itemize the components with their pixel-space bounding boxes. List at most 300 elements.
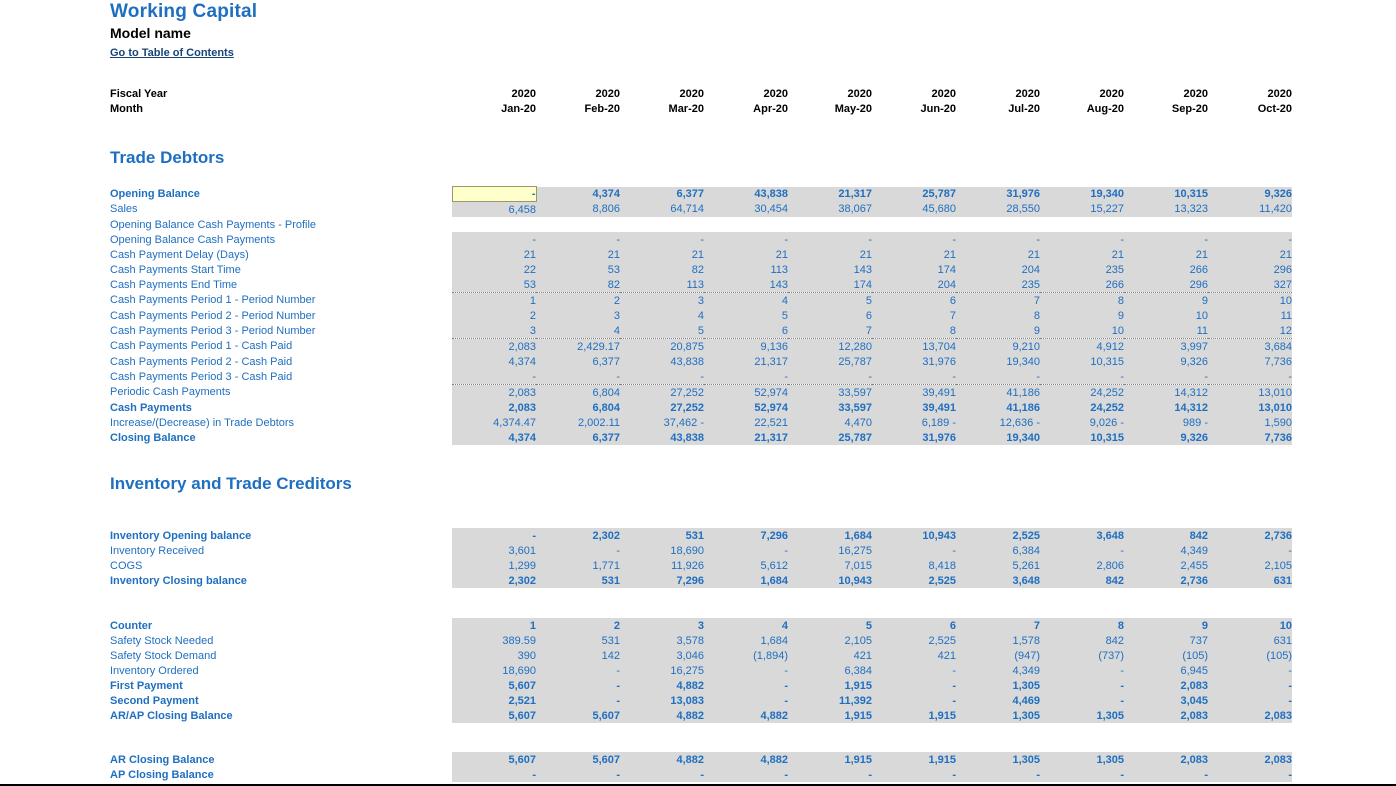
value-cell[interactable]: 13,323 xyxy=(1124,202,1208,218)
value-cell[interactable]: 2,302 xyxy=(452,573,536,588)
value-cell[interactable]: 7 xyxy=(956,293,1040,309)
value-cell[interactable]: 7 xyxy=(788,323,872,339)
value-cell[interactable]: 296 xyxy=(1124,277,1208,293)
value-cell[interactable]: 1,684 xyxy=(704,573,788,588)
value-cell[interactable]: 5,607 xyxy=(536,708,620,723)
value-cell[interactable]: 33,597 xyxy=(788,385,872,401)
value-cell[interactable]: 1,299 xyxy=(452,558,536,573)
value-cell[interactable]: - xyxy=(620,232,704,247)
value-cell[interactable]: - xyxy=(704,693,788,708)
value-cell[interactable]: 1,915 xyxy=(872,752,956,767)
value-cell[interactable]: 1,771 xyxy=(536,558,620,573)
value-cell[interactable]: 5,607 xyxy=(452,752,536,767)
value-cell[interactable]: 4 xyxy=(704,618,788,633)
value-cell[interactable] xyxy=(788,217,872,232)
value-cell[interactable]: 3,648 xyxy=(956,573,1040,588)
value-cell[interactable]: 82 xyxy=(536,277,620,293)
value-cell[interactable]: 1,578 xyxy=(956,633,1040,648)
value-cell[interactable]: 421 xyxy=(872,648,956,663)
value-cell[interactable]: 64,714 xyxy=(620,202,704,218)
value-cell[interactable]: 174 xyxy=(872,262,956,277)
value-cell[interactable]: 82 xyxy=(620,262,704,277)
value-cell[interactable]: - xyxy=(1208,693,1292,708)
value-cell[interactable]: 21 xyxy=(704,247,788,262)
value-cell[interactable]: 31,976 xyxy=(872,430,956,445)
value-cell[interactable]: 22,521 xyxy=(704,415,788,430)
value-cell[interactable]: 4 xyxy=(536,323,620,339)
value-cell[interactable]: 28,550 xyxy=(956,202,1040,218)
value-cell[interactable]: 27,252 xyxy=(620,400,704,415)
value-cell[interactable]: 2,525 xyxy=(872,573,956,588)
value-cell[interactable]: 21 xyxy=(872,247,956,262)
value-cell[interactable]: 4,374 xyxy=(452,354,536,369)
value-cell[interactable]: - xyxy=(1040,543,1124,558)
value-cell[interactable]: 2,105 xyxy=(788,633,872,648)
value-cell[interactable]: 9 xyxy=(1124,293,1208,309)
value-cell[interactable]: 266 xyxy=(1040,277,1124,293)
value-cell[interactable]: 1,915 xyxy=(872,708,956,723)
value-cell[interactable]: 14,312 xyxy=(1124,385,1208,401)
value-cell[interactable]: (105) xyxy=(1124,648,1208,663)
value-cell[interactable]: 2,083 xyxy=(1208,752,1292,767)
value-cell[interactable]: 6,804 xyxy=(536,400,620,415)
value-cell[interactable]: 3,045 xyxy=(1124,693,1208,708)
value-cell[interactable]: 10,943 xyxy=(788,573,872,588)
value-cell[interactable]: 842 xyxy=(1040,573,1124,588)
value-cell[interactable]: 11 xyxy=(1208,308,1292,323)
value-cell[interactable]: 296 xyxy=(1208,262,1292,277)
value-cell[interactable]: 6,377 xyxy=(536,430,620,445)
value-cell[interactable]: 3,648 xyxy=(1040,528,1124,543)
value-cell[interactable]: - xyxy=(872,767,956,782)
value-cell[interactable] xyxy=(956,217,1040,232)
value-cell[interactable]: 41,186 xyxy=(956,385,1040,401)
value-cell[interactable]: 13,704 xyxy=(872,339,956,355)
value-cell[interactable]: 25,787 xyxy=(788,354,872,369)
value-cell[interactable]: 1 xyxy=(452,293,536,309)
value-cell[interactable]: 1,305 xyxy=(1040,708,1124,723)
value-cell[interactable]: 10 xyxy=(1208,618,1292,633)
value-cell[interactable]: 1,684 xyxy=(704,633,788,648)
value-cell[interactable]: 7,296 xyxy=(620,573,704,588)
value-cell[interactable]: 4,882 xyxy=(620,752,704,767)
value-cell[interactable]: 4,912 xyxy=(1040,339,1124,355)
value-cell[interactable]: - xyxy=(1208,232,1292,247)
value-cell[interactable]: 9,210 xyxy=(956,339,1040,355)
value-cell[interactable]: 3 xyxy=(620,618,704,633)
value-cell[interactable]: 20,875 xyxy=(620,339,704,355)
value-cell[interactable]: 19,340 xyxy=(1040,187,1124,202)
value-cell[interactable] xyxy=(704,217,788,232)
value-cell[interactable]: - xyxy=(788,232,872,247)
value-cell[interactable]: - xyxy=(1208,678,1292,693)
value-cell[interactable]: 389.59 xyxy=(452,633,536,648)
value-cell[interactable]: 18,690 xyxy=(452,663,536,678)
value-cell[interactable]: (737) xyxy=(1040,648,1124,663)
value-cell[interactable]: - xyxy=(452,232,536,247)
value-cell[interactable]: 1,915 xyxy=(788,752,872,767)
value-cell[interactable]: 16,275 xyxy=(788,543,872,558)
value-cell[interactable]: 2,083 xyxy=(1124,678,1208,693)
value-cell[interactable]: - xyxy=(1208,767,1292,782)
value-cell[interactable]: 37,462 - xyxy=(620,415,704,430)
value-cell[interactable]: 143 xyxy=(788,262,872,277)
value-cell[interactable]: - xyxy=(1040,693,1124,708)
value-cell[interactable]: 421 xyxy=(788,648,872,663)
value-cell[interactable]: - xyxy=(536,678,620,693)
value-cell[interactable]: 12,636 - xyxy=(956,415,1040,430)
value-cell[interactable]: 25,787 xyxy=(872,187,956,202)
value-cell[interactable]: - xyxy=(1040,678,1124,693)
value-cell[interactable]: - xyxy=(452,767,536,782)
value-cell[interactable]: - xyxy=(704,678,788,693)
value-cell[interactable]: 9 xyxy=(956,323,1040,339)
value-cell[interactable]: 3 xyxy=(452,323,536,339)
value-cell[interactable]: 21,317 xyxy=(704,354,788,369)
value-cell[interactable]: 4,882 xyxy=(704,752,788,767)
value-cell[interactable]: 10 xyxy=(1208,293,1292,309)
value-cell[interactable]: 41,186 xyxy=(956,400,1040,415)
value-cell[interactable]: 43,838 xyxy=(620,430,704,445)
value-cell[interactable]: - xyxy=(620,369,704,385)
value-cell[interactable]: 52,974 xyxy=(704,400,788,415)
value-cell[interactable]: 2,083 xyxy=(1124,752,1208,767)
value-cell[interactable]: - xyxy=(872,543,956,558)
table-of-contents-link[interactable]: Go to Table of Contents xyxy=(110,47,234,59)
value-cell[interactable]: 10,315 xyxy=(1040,430,1124,445)
value-cell[interactable]: 9,326 xyxy=(1208,187,1292,202)
value-cell[interactable]: - xyxy=(704,369,788,385)
value-cell[interactable]: - xyxy=(872,678,956,693)
value-cell[interactable]: 235 xyxy=(1040,262,1124,277)
value-cell[interactable]: 5,261 xyxy=(956,558,1040,573)
value-cell[interactable]: - xyxy=(956,767,1040,782)
value-cell[interactable]: 6,804 xyxy=(536,385,620,401)
value-cell[interactable]: 3 xyxy=(620,293,704,309)
value-cell[interactable]: 8 xyxy=(872,323,956,339)
value-cell[interactable]: 1,305 xyxy=(956,752,1040,767)
value-cell[interactable]: 6,384 xyxy=(956,543,1040,558)
value-cell[interactable]: 7,736 xyxy=(1208,430,1292,445)
value-cell[interactable]: 2,083 xyxy=(452,400,536,415)
value-cell[interactable]: 11,926 xyxy=(620,558,704,573)
value-cell[interactable]: (105) xyxy=(1208,648,1292,663)
value-cell[interactable]: 174 xyxy=(788,277,872,293)
value-cell[interactable]: 21,317 xyxy=(788,187,872,202)
value-cell[interactable]: 19,340 xyxy=(956,430,1040,445)
value-cell[interactable]: 6 xyxy=(872,293,956,309)
value-cell[interactable]: 9,136 xyxy=(704,339,788,355)
value-cell[interactable]: 5,607 xyxy=(452,708,536,723)
value-cell[interactable]: - xyxy=(1208,369,1292,385)
value-cell[interactable]: 21 xyxy=(1124,247,1208,262)
value-cell[interactable]: - xyxy=(956,369,1040,385)
value-cell[interactable]: 3,601 xyxy=(452,543,536,558)
value-cell[interactable] xyxy=(1124,217,1208,232)
value-cell[interactable]: 8 xyxy=(1040,618,1124,633)
value-cell[interactable]: 4,349 xyxy=(1124,543,1208,558)
value-cell[interactable]: 2,002.11 xyxy=(536,415,620,430)
value-cell[interactable]: - xyxy=(1040,663,1124,678)
value-cell[interactable]: - xyxy=(536,232,620,247)
value-cell[interactable]: 6,189 - xyxy=(872,415,956,430)
value-cell[interactable]: 13,010 xyxy=(1208,400,1292,415)
value-cell[interactable]: 4 xyxy=(704,293,788,309)
value-cell[interactable]: 531 xyxy=(536,633,620,648)
value-cell[interactable]: 8 xyxy=(1040,293,1124,309)
value-cell[interactable]: 631 xyxy=(1208,633,1292,648)
value-cell[interactable]: 2 xyxy=(452,308,536,323)
value-cell[interactable]: 2,521 xyxy=(452,693,536,708)
value-cell[interactable]: 235 xyxy=(956,277,1040,293)
value-cell[interactable] xyxy=(1040,217,1124,232)
value-cell[interactable]: 21 xyxy=(1040,247,1124,262)
value-cell[interactable]: - xyxy=(452,528,536,543)
value-cell[interactable]: 7,015 xyxy=(788,558,872,573)
value-cell[interactable]: 6 xyxy=(872,618,956,633)
value-cell[interactable]: 3,046 xyxy=(620,648,704,663)
value-cell[interactable]: 2,302 xyxy=(536,528,620,543)
value-cell[interactable]: 9,326 xyxy=(1124,430,1208,445)
value-cell[interactable]: 9 xyxy=(1040,308,1124,323)
value-cell[interactable]: 4,374.47 xyxy=(452,415,536,430)
value-cell[interactable]: - xyxy=(872,693,956,708)
value-cell[interactable]: - xyxy=(956,232,1040,247)
value-cell[interactable]: 3,684 xyxy=(1208,339,1292,355)
value-cell[interactable]: 2,736 xyxy=(1124,573,1208,588)
value-cell[interactable]: 43,838 xyxy=(620,354,704,369)
value-cell[interactable]: 7 xyxy=(872,308,956,323)
value-cell[interactable]: 25,787 xyxy=(788,430,872,445)
value-cell[interactable]: 2,525 xyxy=(872,633,956,648)
value-cell[interactable]: 737 xyxy=(1124,633,1208,648)
value-cell[interactable]: 24,252 xyxy=(1040,400,1124,415)
value-cell[interactable]: 1,305 xyxy=(956,708,1040,723)
value-cell[interactable]: 4,882 xyxy=(704,708,788,723)
value-cell[interactable]: 38,067 xyxy=(788,202,872,218)
value-cell[interactable]: - xyxy=(536,543,620,558)
value-cell[interactable]: 18,690 xyxy=(620,543,704,558)
value-cell[interactable]: 5 xyxy=(620,323,704,339)
value-cell[interactable]: - xyxy=(1124,767,1208,782)
value-cell[interactable]: 45,680 xyxy=(872,202,956,218)
value-cell[interactable]: - xyxy=(1040,767,1124,782)
value-cell[interactable]: 3,578 xyxy=(620,633,704,648)
value-cell[interactable]: - xyxy=(620,767,704,782)
value-cell[interactable]: 11,420 xyxy=(1208,202,1292,218)
value-cell[interactable]: 631 xyxy=(1208,573,1292,588)
value-cell[interactable]: 21,317 xyxy=(704,430,788,445)
value-cell[interactable]: (1,894) xyxy=(704,648,788,663)
value-cell[interactable]: - xyxy=(704,232,788,247)
value-cell[interactable]: 2 xyxy=(536,293,620,309)
value-cell[interactable]: 2,083 xyxy=(452,385,536,401)
value-cell[interactable]: - xyxy=(788,369,872,385)
value-cell[interactable]: 52,974 xyxy=(704,385,788,401)
value-cell[interactable]: 6 xyxy=(704,323,788,339)
value-cell[interactable]: 12 xyxy=(1208,323,1292,339)
value-cell[interactable]: 13,083 xyxy=(620,693,704,708)
value-cell[interactable]: 21 xyxy=(536,247,620,262)
value-cell[interactable]: 1,305 xyxy=(1040,752,1124,767)
value-cell[interactable]: 24,252 xyxy=(1040,385,1124,401)
value-cell[interactable]: - xyxy=(872,232,956,247)
value-cell[interactable]: 266 xyxy=(1124,262,1208,277)
value-cell[interactable]: 7 xyxy=(956,618,1040,633)
value-cell[interactable]: - xyxy=(536,767,620,782)
value-cell[interactable] xyxy=(872,217,956,232)
value-cell[interactable]: - xyxy=(536,693,620,708)
value-cell[interactable]: 13,010 xyxy=(1208,385,1292,401)
value-cell[interactable]: 3 xyxy=(536,308,620,323)
value-cell[interactable]: 4,374 xyxy=(452,430,536,445)
value-cell[interactable]: 22 xyxy=(452,262,536,277)
value-cell[interactable]: 31,976 xyxy=(872,354,956,369)
value-cell[interactable]: 4,349 xyxy=(956,663,1040,678)
value-cell[interactable]: - xyxy=(1040,232,1124,247)
value-cell[interactable]: - xyxy=(872,663,956,678)
value-cell[interactable]: 204 xyxy=(872,277,956,293)
value-cell[interactable]: - xyxy=(704,663,788,678)
value-cell[interactable]: 53 xyxy=(536,262,620,277)
value-cell[interactable]: - xyxy=(1124,369,1208,385)
value-cell[interactable]: 21 xyxy=(620,247,704,262)
value-cell[interactable]: 10 xyxy=(1124,308,1208,323)
value-cell[interactable]: 43,838 xyxy=(704,187,788,202)
value-cell[interactable]: 327 xyxy=(1208,277,1292,293)
value-cell[interactable]: - xyxy=(1208,543,1292,558)
value-cell[interactable]: 842 xyxy=(1124,528,1208,543)
value-cell[interactable]: 2,083 xyxy=(1124,708,1208,723)
value-cell[interactable]: 10 xyxy=(1040,323,1124,339)
value-cell[interactable]: 53 xyxy=(452,277,536,293)
value-cell[interactable]: 113 xyxy=(620,277,704,293)
value-cell[interactable]: 2,105 xyxy=(1208,558,1292,573)
value-cell[interactable]: - xyxy=(704,543,788,558)
value-cell[interactable]: 1,915 xyxy=(788,678,872,693)
value-cell[interactable]: 1 xyxy=(452,618,536,633)
value-cell[interactable]: 4,470 xyxy=(788,415,872,430)
value-cell[interactable]: 989 - xyxy=(1124,415,1208,430)
value-cell[interactable]: 21 xyxy=(956,247,1040,262)
value-cell[interactable]: 6 xyxy=(788,308,872,323)
value-cell[interactable]: 10,315 xyxy=(1124,187,1208,202)
value-cell[interactable]: - xyxy=(536,369,620,385)
value-cell[interactable]: 11 xyxy=(1124,323,1208,339)
value-cell[interactable]: 5 xyxy=(788,293,872,309)
value-cell[interactable]: 11,392 xyxy=(788,693,872,708)
value-cell[interactable]: 15,227 xyxy=(1040,202,1124,218)
value-cell[interactable]: 2,455 xyxy=(1124,558,1208,573)
value-cell[interactable]: 113 xyxy=(704,262,788,277)
value-cell[interactable]: 842 xyxy=(1040,633,1124,648)
value-cell[interactable]: 39,491 xyxy=(872,385,956,401)
value-cell[interactable]: 4,374 xyxy=(536,187,620,202)
value-cell[interactable]: 7,296 xyxy=(704,528,788,543)
value-cell[interactable]: 5,612 xyxy=(704,558,788,573)
value-cell[interactable]: - xyxy=(788,767,872,782)
value-cell[interactable]: 9,326 xyxy=(1124,354,1208,369)
value-cell[interactable] xyxy=(452,217,536,232)
value-cell[interactable]: 12,280 xyxy=(788,339,872,355)
value-cell[interactable]: - xyxy=(452,187,536,202)
value-cell[interactable]: 27,252 xyxy=(620,385,704,401)
value-cell[interactable]: 10,315 xyxy=(1040,354,1124,369)
value-cell[interactable]: 2,736 xyxy=(1208,528,1292,543)
value-cell[interactable]: - xyxy=(704,767,788,782)
value-cell[interactable]: 6,945 xyxy=(1124,663,1208,678)
value-cell[interactable]: (947) xyxy=(956,648,1040,663)
value-cell[interactable]: 5 xyxy=(788,618,872,633)
value-cell[interactable] xyxy=(1208,217,1292,232)
value-cell[interactable]: 2,806 xyxy=(1040,558,1124,573)
value-cell[interactable]: 6,384 xyxy=(788,663,872,678)
value-cell[interactable]: 19,340 xyxy=(956,354,1040,369)
value-cell[interactable]: 39,491 xyxy=(872,400,956,415)
value-cell[interactable]: 8,806 xyxy=(536,202,620,218)
value-cell[interactable]: 16,275 xyxy=(620,663,704,678)
value-cell[interactable]: 31,976 xyxy=(956,187,1040,202)
value-cell[interactable]: 5,607 xyxy=(452,678,536,693)
value-cell[interactable]: 5 xyxy=(704,308,788,323)
value-cell[interactable]: 14,312 xyxy=(1124,400,1208,415)
value-cell[interactable]: 1,915 xyxy=(788,708,872,723)
value-cell[interactable]: 4,469 xyxy=(956,693,1040,708)
value-cell[interactable]: - xyxy=(1040,369,1124,385)
value-cell[interactable]: 6,377 xyxy=(620,187,704,202)
value-cell[interactable]: - xyxy=(536,663,620,678)
value-cell[interactable]: 5,607 xyxy=(536,752,620,767)
value-cell[interactable]: - xyxy=(872,369,956,385)
value-cell[interactable]: 2 xyxy=(536,618,620,633)
value-cell[interactable]: - xyxy=(452,369,536,385)
value-cell[interactable]: 7,736 xyxy=(1208,354,1292,369)
value-cell[interactable]: 1,590 xyxy=(1208,415,1292,430)
value-cell[interactable]: 8,418 xyxy=(872,558,956,573)
value-cell[interactable]: 2,429.17 xyxy=(536,339,620,355)
value-cell[interactable]: 2,083 xyxy=(452,339,536,355)
value-cell[interactable]: 9,026 - xyxy=(1040,415,1124,430)
value-cell[interactable]: - xyxy=(1124,232,1208,247)
value-cell[interactable]: - xyxy=(1208,663,1292,678)
value-cell[interactable]: 9 xyxy=(1124,618,1208,633)
value-cell[interactable]: 8 xyxy=(956,308,1040,323)
value-cell[interactable]: 2,525 xyxy=(956,528,1040,543)
value-cell[interactable]: 30,454 xyxy=(704,202,788,218)
value-cell[interactable]: 3,997 xyxy=(1124,339,1208,355)
value-cell[interactable]: 4,882 xyxy=(620,708,704,723)
value-cell[interactable]: 21 xyxy=(452,247,536,262)
value-cell[interactable]: 4 xyxy=(620,308,704,323)
value-cell[interactable]: 10,943 xyxy=(872,528,956,543)
value-cell[interactable]: 1,305 xyxy=(956,678,1040,693)
value-cell[interactable]: 33,597 xyxy=(788,400,872,415)
value-cell[interactable]: 2,083 xyxy=(1208,708,1292,723)
value-cell[interactable] xyxy=(536,217,620,232)
value-cell[interactable]: 142 xyxy=(536,648,620,663)
value-cell[interactable]: 204 xyxy=(956,262,1040,277)
value-cell[interactable]: 531 xyxy=(536,573,620,588)
value-cell[interactable]: 143 xyxy=(704,277,788,293)
value-cell[interactable]: 21 xyxy=(788,247,872,262)
value-cell[interactable]: 6,377 xyxy=(536,354,620,369)
value-cell[interactable]: 6,458 xyxy=(452,202,536,218)
value-cell[interactable]: 531 xyxy=(620,528,704,543)
value-cell[interactable]: 21 xyxy=(1208,247,1292,262)
value-cell[interactable]: 4,882 xyxy=(620,678,704,693)
value-cell[interactable]: 1,684 xyxy=(788,528,872,543)
value-cell[interactable] xyxy=(620,217,704,232)
